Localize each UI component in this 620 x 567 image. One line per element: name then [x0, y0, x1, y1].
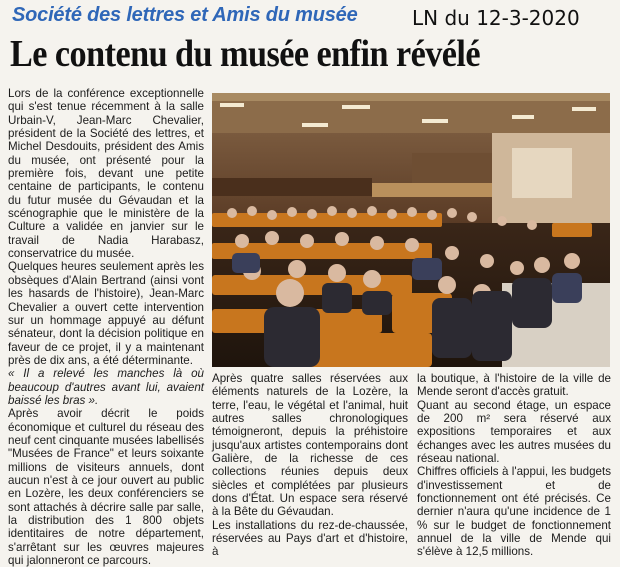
paragraph: Quant au second étage, un espace de 200 m² sera réservé aux expositions temporaires et aux échanges avec les autres musées du réseau national.	[417, 398, 611, 466]
section-kicker: Société des lettres et Amis du musée	[12, 4, 358, 26]
paragraph: Après quatre salles réservées aux éléments naturels de la Lozère, la terre, l'eau, le végétal et l'animal, huit autres salles chronologiques témoigneront, depuis la préhistoire jusqu'aux artistes contemporains dont Galière, de la richesse de ces collections réunies depuis deux siècles et complétées par plusieurs dons d'État. Un espace sera réservé à la Bête du Gévaudan.	[212, 372, 408, 519]
article-column-2	[212, 372, 408, 559]
paragraph: Après avoir décrit le poids économique et culturel du réseau des neuf cent cinquante musées labellisés "Musées de France" et leurs soixante millions de visiteurs annuels, dont aucun n'est à ce jour ouvert au public en Lozère, les deux conférenciers se sont attachés à décrire salle par salle, la distribution des 1 800 objets identitaires de notre département, s'arrêtant sur les œuvres majeures qui jalonneront ce parcours.	[8, 407, 204, 567]
paragraph: Les installations du rez-de-chaussée, réservées au Pays d'art et d'histoire, à	[212, 518, 408, 559]
paragraph: la boutique, à l'histoire de la ville de Mende seront d'accès gratuit.	[417, 372, 611, 399]
article-column-1	[8, 87, 204, 567]
photo-icon	[212, 93, 610, 367]
edition-date: LN du 12-3-2020	[412, 6, 580, 30]
paragraph: Lors de la conférence exceptionnelle qui s'est tenue récemment à la salle Urbain-V, Jean-Marc Chevalier, président de la Société des lettres, et Michel Desdouits, président des Amis du musée, ont présenté pour la première fois, devant une petite centaine de participants, le contenu du futur musée du Gévaudan et la scénographie que le ministère de la Culture a validée en janvier sur le travail de Nadia Harabasz, conservatrice du musée.	[8, 87, 204, 261]
paragraph: Quelques heures seulement après les obsèques d'Alain Bertrand (ainsi vont les hasards de l'histoire), Jean-Marc Chevalier a ouvert cette intervention sur un hommage appuyé au défunt sénateur, dont la décision politique en faveur de ce projet, il y a maintenant près de dix ans, a été déterminante.	[8, 260, 204, 367]
quote: « Il a relevé les manches là où beaucoup d'autres avant lui, avaient baissé les bras ».	[8, 367, 204, 407]
conference-photo	[212, 93, 610, 367]
paragraph: Chiffres officiels à l'appui, les budgets d'investissement et de fonctionnement ont été précisés. Ce dernier n'aura qu'une incidence de 1 % sur le budget de fonctionnement annuel de la ville de Mende qui s'élève à 12,5 millions.	[417, 465, 611, 559]
article-column-3	[417, 372, 611, 559]
headline: Le contenu du musée enfin révélé	[10, 33, 481, 75]
